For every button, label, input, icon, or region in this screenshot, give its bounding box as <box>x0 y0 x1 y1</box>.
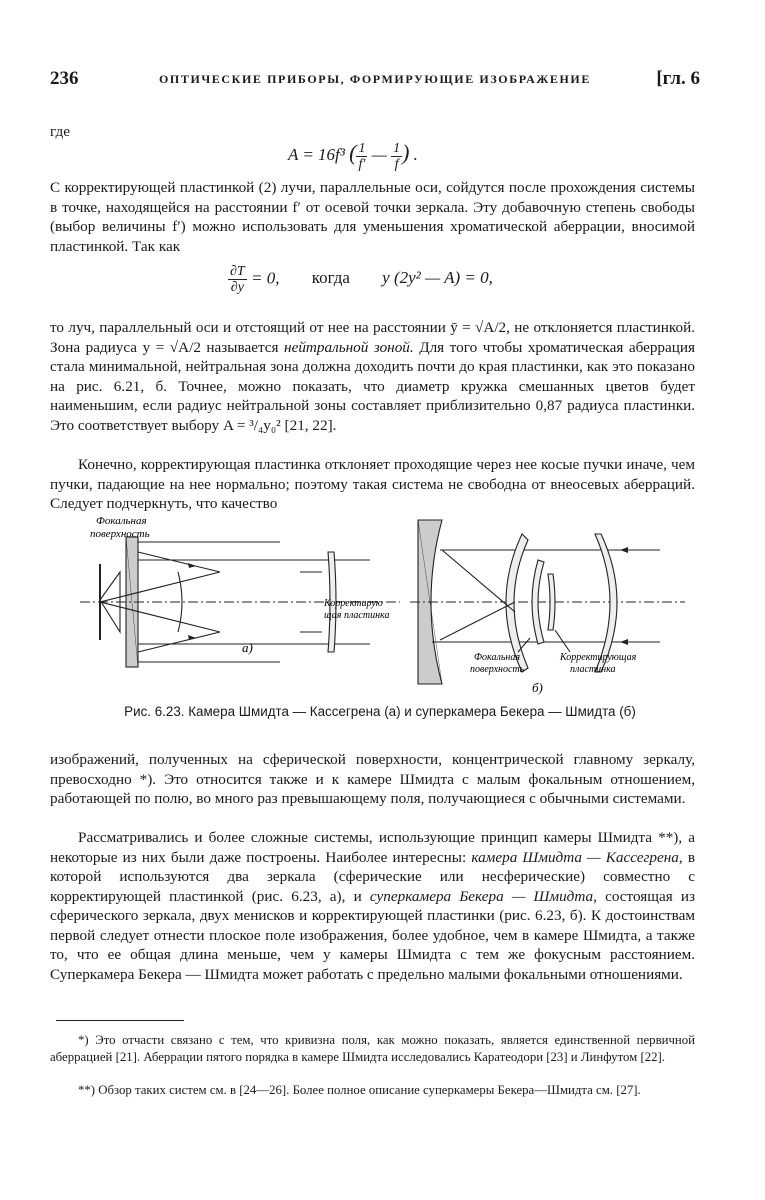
footnote-1: *) Это отчасти связано с тем, что кривизна поля, как можно показать, является единственной первичной аберрацией [21]. Аберрации пятого порядка в камере Шмидта исследовались Каратеодори [23] и Линфутом [22]. <box>50 1033 695 1064</box>
paragraph-1: С корректирующей пластинкой (2) лучи, параллельные оси, сойдутся после прохождения системы в точке, находящейся на расстоянии f′ от осевой точки зеркала. Эту добавочную степень свободы (выбор величины f′) можно использовать для уменьшения хроматической аберрации, вносимой пластинкой. Так как <box>50 179 695 255</box>
figure-caption: Рис. 6.23. Камера Шмидта — Кассегрена (а) и суперкамера Бекера — Шмидта (б) <box>124 704 636 719</box>
formula-when: когда <box>311 268 350 288</box>
running-header <box>50 68 700 94</box>
formula-dT-frac: $\frac{\partial T}{\partial y}$ <box>230 264 245 295</box>
term-baker-schmidt: суперкамера Бекера — Шмидта, <box>369 887 597 905</box>
footnote-rule <box>56 1020 184 1021</box>
label-corr-a-1: Корректирую <box>324 598 383 609</box>
chapter-marker: [гл. 6 <box>656 68 700 89</box>
label-focal-b-1: Фокальная <box>474 652 520 663</box>
label-corr-b-2: пластинка <box>570 664 616 675</box>
label-b: б) <box>532 680 543 695</box>
running-title: ОПТИЧЕСКИЕ ПРИБОРЫ, ФОРМИРУЮЩИЕ ИЗОБРАЖЕНИЕ <box>159 72 591 86</box>
page-number: 236 <box>50 68 79 89</box>
label-focal-a-2: поверхность <box>90 528 150 540</box>
label-a: а) <box>242 640 253 655</box>
footnote-2: **) Обзор таких систем см. в [24—26]. Более полное описание суперкамеры Бекера—Шмидта см. [27]. <box>78 1083 641 1097</box>
formula-A-lhs: A = 16f³ <box>288 145 345 164</box>
formula-A-frac1: $\frac{1}{f'}$ <box>358 140 366 172</box>
formula-condition: y (2y² — A) = 0, <box>382 268 493 288</box>
diagram-b <box>410 520 685 684</box>
formula-A: A = 16f³ ( $\frac{1}{f'}$ — $\frac{1}{f}$ ) . <box>288 140 418 172</box>
formula-A-minus: — <box>371 145 387 164</box>
paragraph-3: Конечно, корректирующая пластинка отклоняет проходящие через нее косые пучки иначе, чем пучки, падающие на нее нормально; поэтому такая система не свободна от внеосевых аберраций. Следует подчеркнуть, что качество <box>50 456 695 512</box>
term-neutral-zone: нейтральной зоной. <box>284 338 414 356</box>
where-word: где <box>50 123 70 140</box>
paragraph-5: Рассматривались и более сложные системы, использующие принцип камеры Шмидта **), а некоторые из них были даже построены. Наиболее интересны: камера Шмидта — Кассегрена, в которой используются два зеркала (сферические или несферические) совместно с корректирующей пластинкой (рис. 6.23, а), и суперкамера Бекера — Шмидта, состоящая из сферического зеркала, двух менисков и корректирующей пластинки (рис. 6.23, б). К достоинствам первой следует отнести плоское поле изображения, более удобное, чем в камере Шмидта, а также то, что ее общая длина меньше, чем у камеры Шмидта с тем же фокусным расстоянием. Суперкамера Бекера — Шмидта может работать с предельно малыми фокальными отношениями. <box>50 829 696 983</box>
figure-6-23 <box>60 512 700 698</box>
formula-dT: $\frac{\partial T}{\partial y}$ = 0, когда y (2y² — A) = 0, <box>230 264 493 295</box>
paragraph-2: то луч, параллельный оси и отстоящий от нее на расстоянии ȳ = √A/2, не отклоняется пластинкой. Зона радиуса y = √A/2 называется нейтральной зоной. Для того чтобы хроматическая аберрация стала минимальной, нейтральная зона должна доходить почти до края пластинки, как это показано на рис. 6.21, б. Точнее, можно показать, что диаметр кружка смешанных цветов будет наименьшим, если радиус нейтральной зоны составляет приблизительно 0,87 радиуса пластинки. Это соответствует выбору A = ³/₄y₀² [21, 22]. <box>50 319 696 434</box>
label-corr-a-2: щая пластинка <box>324 610 390 621</box>
label-corr-b-1: Корректирующая <box>560 652 637 663</box>
term-schmidt-cassegrain: камера Шмидта — Кассегрена, <box>471 848 683 866</box>
label-focal-a-1: Фокальная <box>96 515 147 527</box>
label-focal-b-2: поверхность <box>470 664 525 675</box>
paragraph-4: изображений, полученных на сферической поверхности, концентрической главному зеркалу, превосходно *). Это относится также и к камере Шмидта с малым фокальным отношением, работающей по полю, во много раз превышающему поля, получающиеся с обычными системами. <box>50 751 695 807</box>
formula-A-frac2: $\frac{1}{f}$ <box>393 140 401 172</box>
